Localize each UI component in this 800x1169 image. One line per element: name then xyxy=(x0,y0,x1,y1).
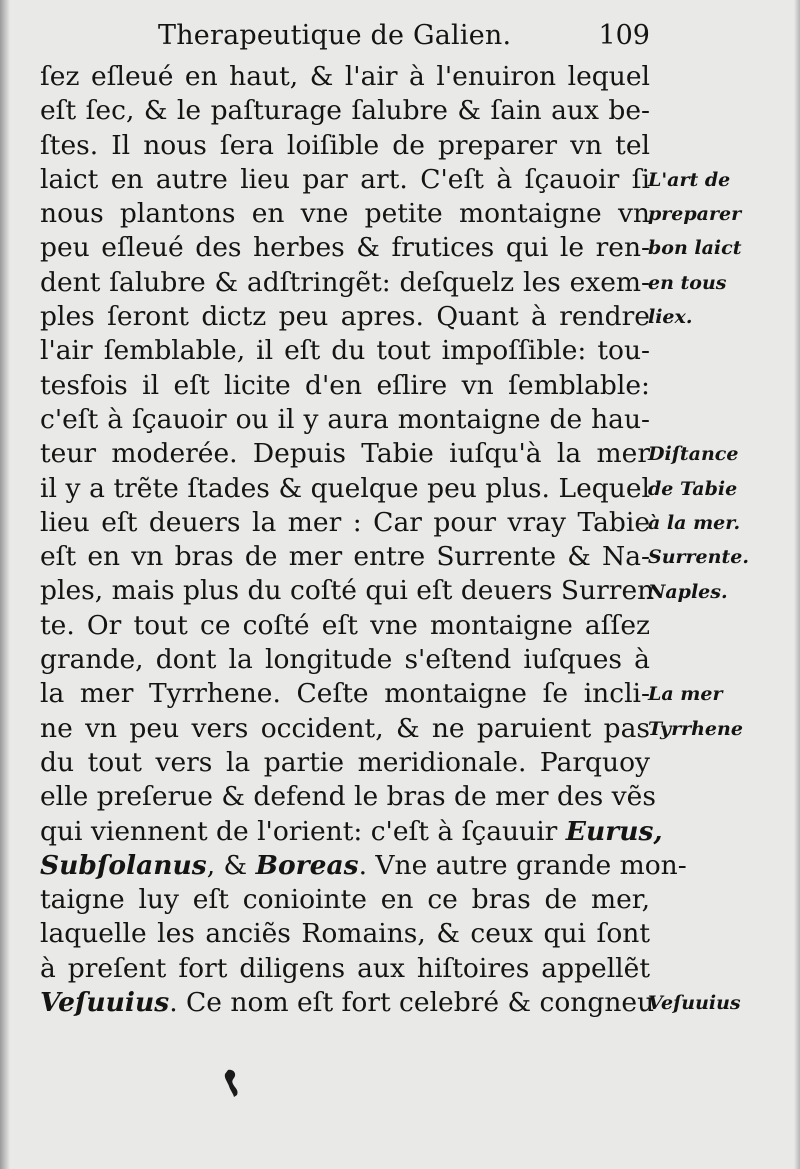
text-run: ne vn peu vers occident, & ne paruient pas xyxy=(40,712,650,744)
text-line xyxy=(40,746,650,780)
text-run: nous plantons en vne petite montaigne vn xyxy=(40,198,650,230)
margin-note xyxy=(648,540,798,574)
text-line xyxy=(40,780,656,814)
margin-note-line: preparer xyxy=(648,203,742,226)
margin-note-line: Naples. xyxy=(648,580,728,603)
text-line xyxy=(40,231,650,265)
text-run: teur moderée. Depuis Tabie iuſqu'à la mer xyxy=(40,438,650,470)
text-line xyxy=(40,129,650,163)
text-run: dent ſalubre & adſtringẽt: deſquelz les exem- xyxy=(40,266,650,298)
text-line xyxy=(40,403,650,437)
margin-note-line: de Tabie xyxy=(648,477,738,500)
text-line xyxy=(40,643,650,677)
text-run: elle preſerue & defend le bras de mer des vẽs xyxy=(40,781,656,813)
running-title: Therapeutique de Galien. xyxy=(158,20,512,51)
text-run: , & xyxy=(206,849,256,881)
margin-note xyxy=(648,986,798,1020)
text-line xyxy=(40,917,650,951)
text-line xyxy=(40,506,650,540)
margin-note xyxy=(648,575,798,609)
text-run: . Ce nom eſt fort celebré & congneu xyxy=(169,987,655,1019)
text-run: laquelle les anciẽs Romains, & ceux qui ſont xyxy=(40,918,650,950)
text-run: lieu eſt deuers la mer : Car pour vray Tabie xyxy=(40,506,650,538)
text-run: la mer Tyrrhene. Ceſte montaigne ſe incli- xyxy=(40,678,650,710)
text-run: tesfois il eſt licite d'en eſlire vn ſemblable: xyxy=(40,369,650,401)
page-number: 109 xyxy=(598,20,650,51)
margin-note-line: La mer xyxy=(648,683,723,706)
text-run: ſez eſleué en haut, & l'air à l'enuiron lequel xyxy=(40,61,650,92)
page-gutter-shadow xyxy=(0,0,10,1169)
margin-note-line: Tyrrhene xyxy=(648,717,743,740)
text-run: eſt ſec, & le paſturage ſalubre & ſain aux be- xyxy=(40,95,650,127)
margin-note-line: à la mer. xyxy=(648,511,741,534)
text-line xyxy=(40,815,663,849)
italic-term: Subſolanus xyxy=(40,849,207,881)
text-line xyxy=(40,197,650,231)
text-line xyxy=(40,163,650,197)
text-run: c'eſt à ſçauoir ou il y aura montaigne de hau- xyxy=(40,403,650,435)
margin-note-line: L'art de xyxy=(648,168,731,191)
text-run: taigne luy eſt coniointe en ce bras de mer, xyxy=(40,884,650,916)
margin-note xyxy=(648,677,798,746)
text-line xyxy=(40,540,650,574)
text-run: ples, mais plus du coſté qui eſt deuers Surren xyxy=(40,575,655,607)
margin-note-line: bon laict xyxy=(648,237,742,260)
margin-note-line: Surrente. xyxy=(648,546,749,569)
ink-blot-icon xyxy=(222,1068,244,1098)
text-line xyxy=(40,266,650,300)
text-line xyxy=(40,677,650,711)
text-line xyxy=(40,986,655,1020)
text-line xyxy=(40,609,650,643)
text-run: peu eſleué des herbes & frutices qui le ren- xyxy=(40,232,650,264)
text-line xyxy=(40,94,650,128)
text-line xyxy=(40,300,650,334)
margin-note-line: en tous xyxy=(648,271,727,294)
italic-term: Veſuuius xyxy=(40,987,170,1019)
page-header xyxy=(40,20,650,60)
text-run: grande, dont la longitude s'eſtend iuſques à xyxy=(40,644,650,676)
text-run: te. Or tout ce coſté eſt vne montaigne aſſez xyxy=(40,609,650,641)
margin-note-line: liex. xyxy=(648,306,693,329)
text-line xyxy=(40,952,650,986)
italic-term: Boreas xyxy=(255,849,359,881)
margin-note-line: Diſtance xyxy=(648,443,739,466)
text-line xyxy=(40,712,650,746)
text-line xyxy=(40,574,655,608)
text-run: l'air ſemblable, il eſt du tout impoſſible: tou- xyxy=(40,335,650,367)
italic-term: Eurus, xyxy=(565,815,663,847)
text-run: eſt en vn bras de mer entre Surrente & Na- xyxy=(40,541,650,573)
text-run: ſtes. Il nous ſera loiſible de preparer vn tel xyxy=(40,129,650,161)
text-line xyxy=(40,334,650,368)
text-line xyxy=(40,849,687,883)
margin-note xyxy=(648,437,798,540)
text-run: à preſent fort diligens aux hiſtoires appellẽt xyxy=(40,952,650,984)
text-run: qui viennent de l'orient: c'eſt à ſçauuir xyxy=(40,815,566,847)
text-line xyxy=(40,60,650,94)
text-run: . Vne autre grande mon- xyxy=(358,849,687,881)
text-run: ples ſeront dictz peu apres. Quant à rendre xyxy=(40,301,650,333)
text-line xyxy=(40,472,650,506)
text-line xyxy=(40,369,650,403)
text-run: il y a trẽte ſtades & quelque peu plus. Lequel xyxy=(40,472,650,504)
margin-note xyxy=(648,163,798,334)
text-run: du tout vers la partie meridionale. Parquoy xyxy=(40,746,650,778)
margin-note-line: Veſuuius xyxy=(648,992,741,1015)
text-line xyxy=(40,437,650,471)
text-run: laict en autre lieu par art. C'eſt à ſçauoir ſi xyxy=(40,163,650,195)
text-line xyxy=(40,883,650,917)
